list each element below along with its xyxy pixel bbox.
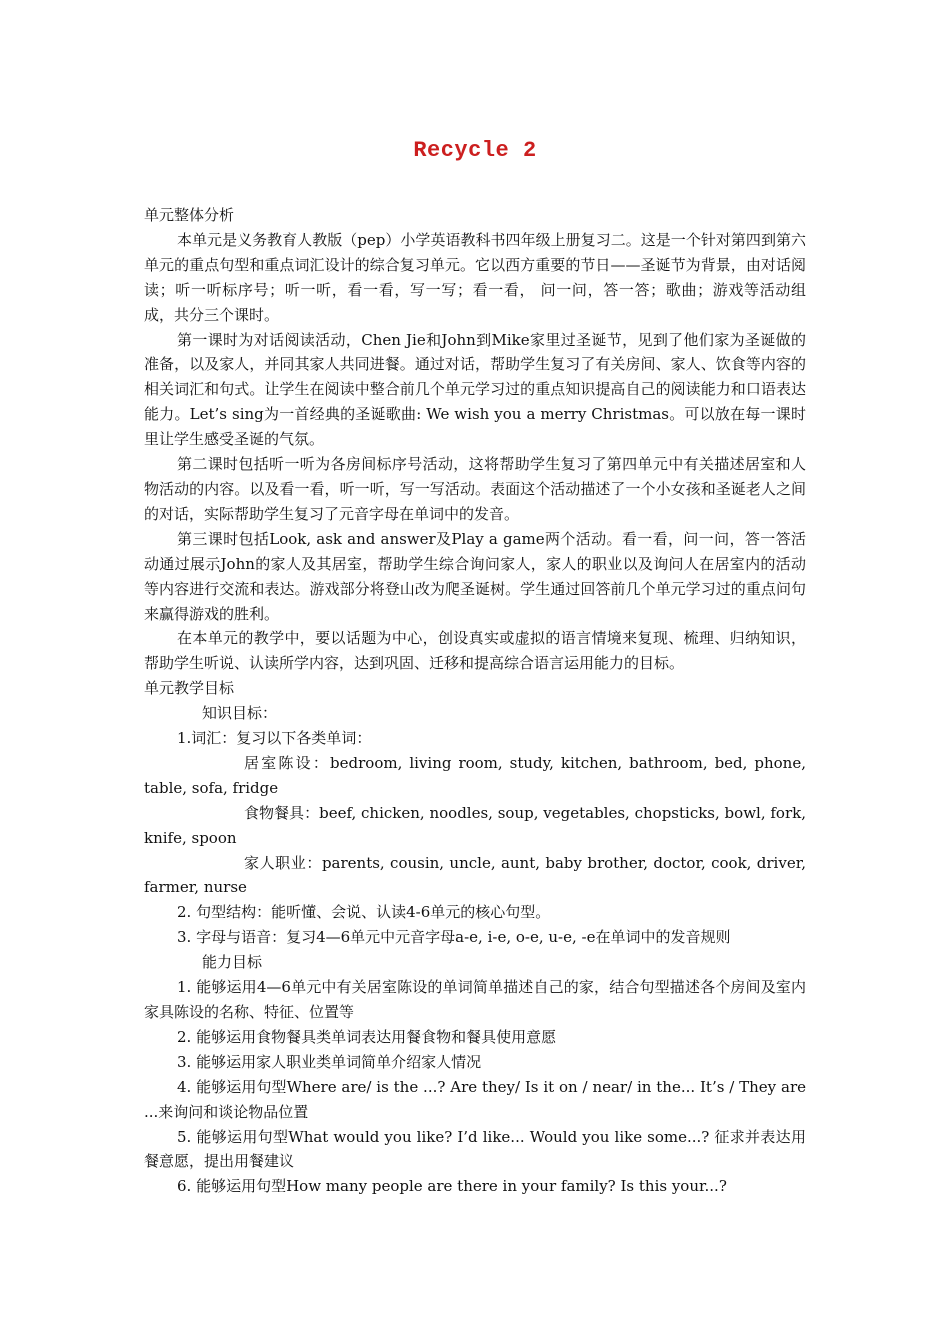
paragraph: 第二课时包括听一听为各房间标序号活动，这将帮助学生复习了第四单元中有关描述居室和人物活动的内容。以及看一看，听一听，写一写活动。表面这个活动描述了一个小女孩和圣诞老人之间的对话，实际帮助学生复习了元音字母在单词中的发音。 [144, 455, 806, 523]
vocab-line: 家人职业：parents, cousin, uncle, aunt, baby brother, doctor, cook, driver, farmer, nurse [144, 853, 806, 897]
paragraph: 第三课时包括Look, ask and answer及Play a game两个活动。看一看，问一问，答一答活动通过展示John的家人及其居室，帮助学生综合询问家人，家人的职业以及询问人在居室内的活动等内容进行交流和表达。游戏部分将登山改为爬圣诞树。学生通过回答前几个单元学习过的重点问句来赢得游戏的胜利。 [144, 529, 806, 623]
list-item: 1.词汇：复习以下各类单词： [177, 729, 372, 748]
list-item: 2. 句型结构：能听懂、会说、认读4-6单元的核心句型。 [177, 903, 551, 922]
section-heading: 单元整体分析 [144, 206, 235, 224]
paragraph: 在本单元的教学中，要以话题为中心，创设真实或虚拟的语言情境来复现、梳理、归纳知识，帮助学生听说、认读所学内容，达到巩固、迁移和提高综合语言运用能力的目标。 [144, 629, 806, 673]
document-body [144, 203, 806, 1199]
vocab-line: 食物餐具：beef, chicken, noodles, soup, vegetables, chopsticks, bowl, fork, knife, spoon [144, 803, 806, 847]
list-item: 5. 能够运用句型What would you like? I’d like... Would you like some...? 征求并表达用餐意愿，提出用餐建议 [144, 1127, 806, 1171]
list-item: 1. 能够运用4—6单元中有关居室陈设的单词简单描述自己的家，结合句型描述各个房间及室内家具陈设的名称、特征、位置等 [144, 978, 806, 1021]
vocab-line: 居室陈设：bedroom, living room, study, kitchen, bathroom, bed, phone, table, sofa, fridge [144, 753, 806, 797]
paragraph: 本单元是义务教育人教版（pep）小学英语教科书四年级上册复习二。这是一个针对第四到第六单元的重点句型和重点词汇设计的综合复习单元。它以西方重要的节日——圣诞节为背景，由对话阅读；听一听标序号；听一听，看一看，写一写；看一看， 问一问，答一答；歌曲；游戏等活动组成，共分三个课时。 [144, 230, 806, 324]
paragraph: 第一课时为对话阅读活动，Chen Jie和John到Mike家里过圣诞节，见到了他们家为圣诞做的准备，以及家人，并同其家人共同进餐。通过对话，帮助学生复习了有关房间、家人、饮食等内容的相关词汇和句式。让学生在阅读中整合前几个单元学习过的重点知识提高自己的阅读能力和口语表达能力。Let’s sing为一首经典的圣诞歌曲: We wish you a merry Christmas。可以放在每一课时里让学生感受圣诞的气氛。 [144, 330, 806, 449]
subheading: 能力目标 [202, 953, 263, 972]
list-item: 4. 能够运用句型Where are/ is the ...? Are they/ Is it on / near/ in the... It’s / They are ...来询问和谈论物品位置 [144, 1077, 806, 1121]
subheading: 知识目标： [202, 704, 278, 723]
list-item: 3. 能够运用家人职业类单词简单介绍家人情况 [177, 1052, 482, 1071]
list-item: 6. 能够运用句型How many people are there in your family? Is this your...? [177, 1177, 727, 1196]
section-heading: 单元教学目标 [144, 679, 235, 698]
document-title: Recycle 2 [413, 138, 537, 163]
list-item: 3. 字母与语音：复习4—6单元中元音字母a-e, i-e, o-e, u-e, -e在单词中的发音规则 [177, 928, 731, 947]
list-item: 2. 能够运用食物餐具类单词表达用餐食物和餐具使用意愿 [177, 1027, 557, 1046]
